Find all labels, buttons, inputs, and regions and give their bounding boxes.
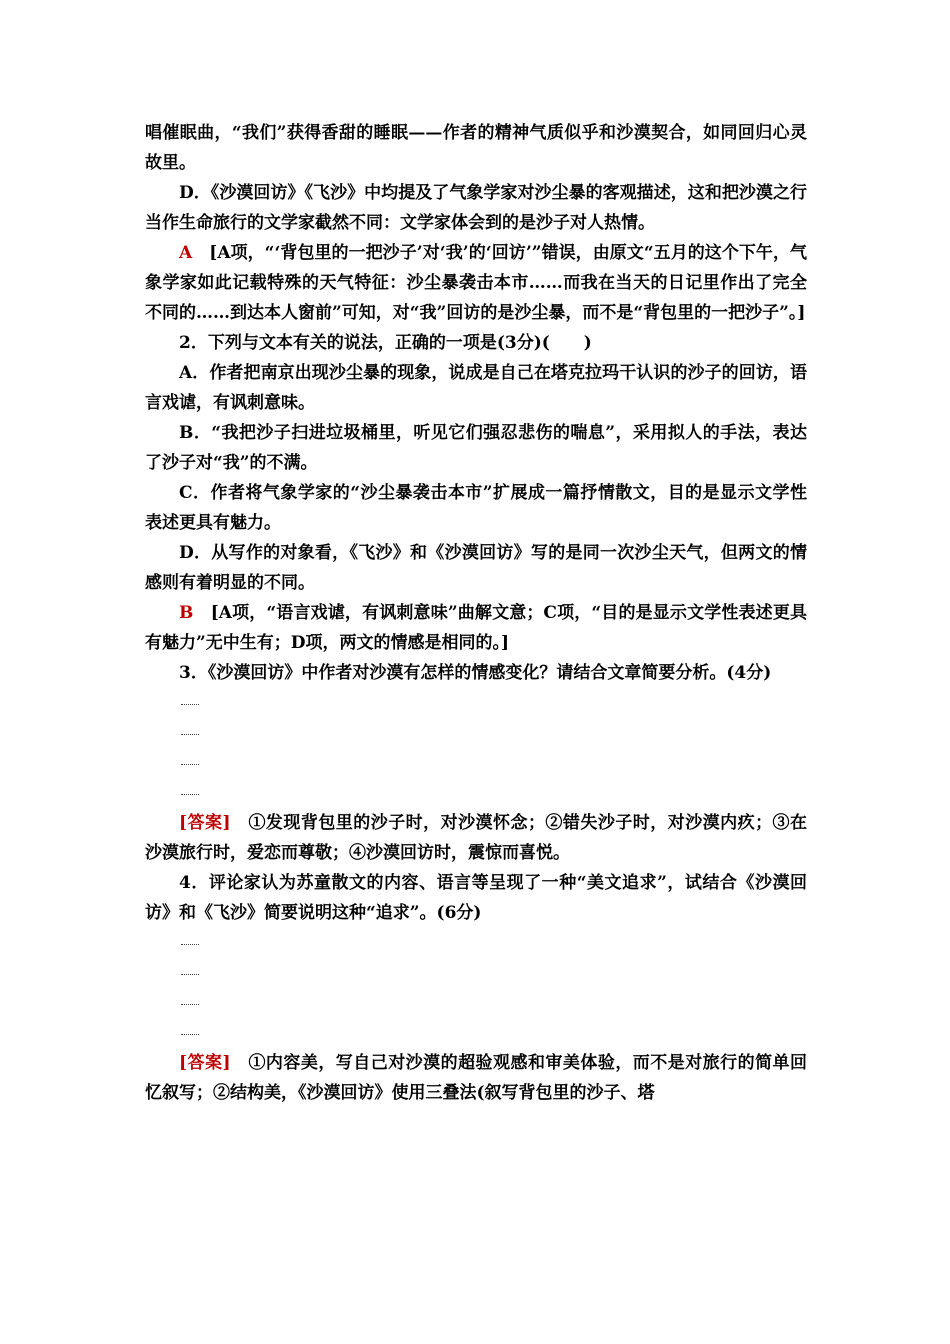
answer-explanation: [A项，“‘背包里的一把沙子’对‘我’的‘回访’”错误，由原文“五月的这个下午，气象学家如此记载特殊的天气特征：沙尘暴袭击本市……而我在当天的日记里作出了完全不同的……到达本人窗前”可知，对“我”回访的是沙尘暴，而不是“背包里的一把沙子”。] [145, 243, 808, 323]
answer-line [145, 1018, 807, 1048]
answer-label: [答案] [179, 1053, 231, 1073]
paragraph-continuation: 唱催眠曲，“我们”获得香甜的睡眠——作者的精神气质似乎和沙漠契合，如同回归心灵故里。 [145, 123, 807, 173]
option-d-q2: D．从写作的对象看，《飞沙》和《沙漠回访》写的是同一次沙尘天气，但两文的情感则有着明显的不同。 [145, 543, 807, 593]
answer-q3 [145, 808, 807, 868]
answer-line [145, 748, 807, 778]
answer-q2 [145, 598, 807, 658]
question-4: 4．评论家认为苏童散文的内容、语言等呈现了一种“美文追求”，试结合《沙漠回访》和《飞沙》简要说明这种“追求”。(6分) [145, 873, 807, 923]
answer-letter: B [179, 603, 194, 623]
answer-line [145, 718, 807, 748]
question-2: 2．下列与文本有关的说法，正确的一项是(3分)( ) [179, 333, 592, 353]
answer-line [145, 928, 807, 958]
answer-label: [答案] [179, 813, 231, 833]
answer-text: ①发现背包里的沙子时，对沙漠怀念；②错失沙子时，对沙漠内疚；③在沙漠旅行时，爱恋而尊敬；④沙漠回访时，震惊而喜悦。 [145, 813, 808, 863]
answer-line [145, 778, 807, 808]
answer-text: ①内容美，写自己对沙漠的超验观感和审美体验，而不是对旅行的简单回忆叙写；②结构美，《沙漠回访》使用三叠法(叙写背包里的沙子、塔 [145, 1053, 808, 1103]
answer-letter: A [179, 243, 193, 263]
option-a-q2: A．作者把南京出现沙尘暴的现象，说成是自己在塔克拉玛干认识的沙子的回访，语言戏谑，有讽刺意味。 [145, 363, 807, 413]
option-d-q1: D．《沙漠回访》《飞沙》中均提及了气象学家对沙尘暴的客观描述，这和把沙漠之行当作生命旅行的文学家截然不同：文学家体会到的是沙子对人热情。 [145, 183, 807, 233]
answer-line [145, 688, 807, 718]
option-c-q2: C．作者将气象学家的“沙尘暴袭击本市”扩展成一篇抒情散文，目的是显示文学性表述更具有魅力。 [145, 483, 807, 533]
answer-explanation: [A项，“语言戏谑，有讽刺意味”曲解文意；C项，“目的是显示文学性表述更具有魅力”无中生有；D项，两文的情感是相同的。] [145, 603, 807, 653]
option-b-q2: B．“我把沙子扫进垃圾桶里，听见它们强忍悲伤的喘息”，采用拟人的手法，表达了沙子对“我”的不满。 [145, 423, 807, 473]
document-body [145, 118, 807, 1108]
answer-q1 [145, 238, 807, 328]
answer-line [145, 958, 807, 988]
answer-line [145, 988, 807, 1018]
question-3: 3．《沙漠回访》中作者对沙漠有怎样的情感变化？请结合文章简要分析。(4分) [179, 663, 772, 683]
answer-q4 [145, 1048, 807, 1108]
